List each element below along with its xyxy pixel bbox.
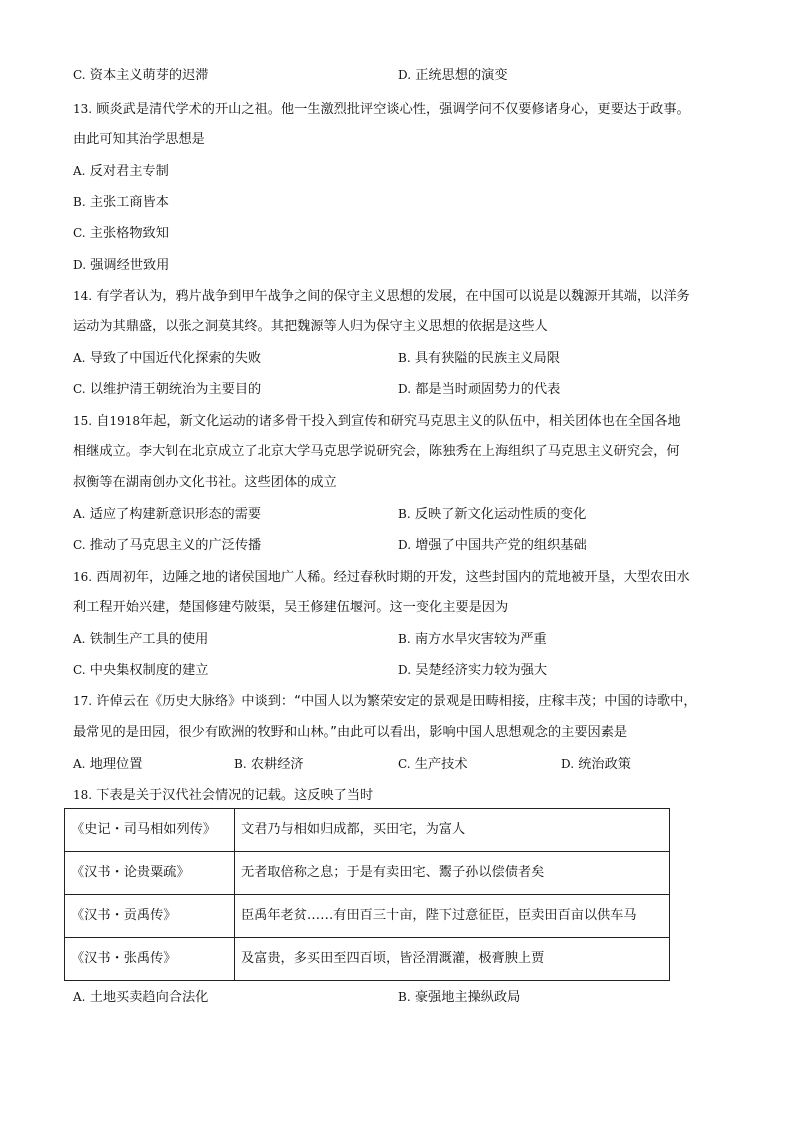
option-letter: A. bbox=[73, 632, 86, 646]
q15-stem-line2: 相继成立。李大钊在北京成立了北京大学马克思学说研究会，陈独秀在上海组织了马克思主义研究会，何 bbox=[73, 444, 680, 459]
option-letter: B. bbox=[398, 632, 411, 646]
option-letter: B. bbox=[398, 990, 411, 1004]
q16-option-d bbox=[398, 661, 547, 680]
table-row bbox=[65, 938, 670, 981]
option-letter: C. bbox=[73, 68, 86, 82]
q13-option-a bbox=[73, 162, 169, 181]
q15-option-b bbox=[398, 505, 586, 524]
option-letter: A. bbox=[73, 507, 86, 521]
q15-stem-line1 bbox=[73, 412, 681, 431]
option-letter: C. bbox=[73, 382, 86, 396]
question-stem: 西周初年，边陲之地的诸侯国地广人稀。经过春秋时期的开发，这些封国内的荒地被开垦，大型农田水 bbox=[96, 570, 690, 585]
q13-stem-line1 bbox=[73, 100, 690, 119]
option-text: 反对君主专制 bbox=[89, 164, 169, 179]
question-number: 13. bbox=[73, 102, 93, 116]
option-text: 吴楚经济实力较为强大 bbox=[415, 663, 548, 678]
q17-stem-line2: 最常见的是田园，很少有欧洲的牧野和山林。”由此可以看出，影响中国人思想观念的主要因素是 bbox=[73, 725, 628, 740]
q13-option-d bbox=[73, 256, 169, 275]
question-number: 16. bbox=[73, 570, 93, 584]
option-text: 反映了新文化运动性质的变化 bbox=[414, 507, 587, 522]
q14-stem-line1 bbox=[73, 287, 690, 306]
question-stem: 顾炎武是清代学术的开山之祖。他一生激烈批评空谈心性，强调学问不仅要修诸身心，更要达于政事。 bbox=[96, 102, 690, 117]
q14-option-b bbox=[398, 349, 560, 368]
option-text: 强调经世致用 bbox=[90, 258, 170, 273]
table-row bbox=[65, 809, 670, 852]
q14-option-a bbox=[73, 349, 261, 368]
table-cell-source: 《汉书・论贵粟疏》 bbox=[65, 852, 235, 895]
table-row bbox=[65, 852, 670, 895]
q13-option-c bbox=[73, 224, 169, 243]
option-letter: A. bbox=[73, 990, 86, 1004]
option-text: 都是当时顽固势力的代表 bbox=[415, 382, 561, 397]
table-cell-source: 《汉书・贡禹传》 bbox=[65, 895, 235, 938]
q16-stem-line2: 利工程开始兴建，楚国修建芍陂渠，吴王修建伍堰河。这一变化主要是因为 bbox=[73, 600, 509, 615]
option-letter: B. bbox=[398, 507, 411, 521]
q15-option-a bbox=[73, 505, 261, 524]
question-stem: 有学者认为，鸦片战争到甲午战争之间的保守主义思想的发展，在中国可以说是以魏源开其端，以洋务 bbox=[96, 289, 690, 304]
option-letter: D. bbox=[398, 538, 412, 552]
q12-option-c bbox=[73, 66, 208, 85]
option-text: 适应了构建新意识形态的需要 bbox=[89, 507, 262, 522]
option-letter: D. bbox=[561, 757, 575, 771]
option-letter: C. bbox=[398, 757, 411, 771]
question-stem: 年起，新文化运动的诸多骨干投入到宣传和研究马克思主义的队伍中，相关团体也在全国各地 bbox=[140, 414, 681, 429]
question-number: 18. bbox=[73, 788, 93, 802]
option-letter: C. bbox=[73, 538, 86, 552]
option-text: 土地买卖趋向合法化 bbox=[89, 990, 209, 1005]
q17-option-c bbox=[398, 755, 468, 774]
option-letter: C. bbox=[73, 663, 86, 677]
q16-stem-line1 bbox=[73, 568, 690, 587]
table-row bbox=[65, 895, 670, 938]
option-text: 以维护清王朝统治为主要目的 bbox=[89, 382, 262, 397]
question-number: 15. bbox=[73, 414, 93, 428]
option-letter: A. bbox=[73, 757, 86, 771]
table-cell-source: 《史记・司马相如列传》 bbox=[65, 809, 235, 852]
question-number: 14. bbox=[73, 289, 93, 303]
option-letter: D. bbox=[398, 68, 412, 82]
stem-year: 1918 bbox=[109, 414, 141, 428]
option-letter: D. bbox=[73, 258, 87, 272]
option-letter: B. bbox=[398, 351, 411, 365]
q18-option-b bbox=[398, 988, 520, 1007]
q15-option-c bbox=[73, 536, 261, 555]
q18-stem-line1 bbox=[73, 786, 373, 805]
option-letter: A. bbox=[73, 351, 86, 365]
q17-option-d bbox=[561, 755, 631, 774]
option-text: 生产技术 bbox=[414, 757, 468, 772]
option-text: 推动了马克思主义的广泛传播 bbox=[89, 538, 262, 553]
option-text: 豪强地主操纵政局 bbox=[414, 990, 521, 1005]
q14-option-c bbox=[73, 380, 261, 399]
q16-option-b bbox=[398, 630, 547, 649]
option-text: 主张工商皆本 bbox=[89, 195, 169, 210]
option-text: 南方水旱灾害较为严重 bbox=[414, 632, 547, 647]
table-cell-record: 文君乃与相如归成都，买田宅，为富人 bbox=[235, 809, 670, 852]
option-text: 铁制生产工具的使用 bbox=[89, 632, 209, 647]
q17-stem-line1 bbox=[73, 692, 697, 711]
q14-option-d bbox=[398, 380, 560, 399]
q17-option-a bbox=[73, 755, 142, 774]
option-letter: D. bbox=[398, 382, 412, 396]
q16-option-c bbox=[73, 661, 208, 680]
option-text: 统治政策 bbox=[578, 757, 631, 772]
q14-stem-line2: 运动为其鼎盛，以张之洞莫其终。其把魏源等人归为保守主义思想的依据是这些人 bbox=[73, 319, 548, 334]
option-letter: B. bbox=[73, 195, 86, 209]
option-text: 农耕经济 bbox=[250, 757, 304, 772]
option-text: 地理位置 bbox=[89, 757, 143, 772]
q13-option-b bbox=[73, 193, 169, 212]
q12-option-d bbox=[398, 66, 508, 85]
table-cell-record: 及富贵，多买田至四百顷，皆泾渭溉灌，极膏腴上贾 bbox=[235, 938, 670, 981]
option-letter: B. bbox=[234, 757, 247, 771]
option-text: 增强了中国共产党的组织基础 bbox=[415, 538, 587, 553]
option-text: 导致了中国近代化探索的失败 bbox=[89, 351, 262, 366]
option-text: 中央集权制度的建立 bbox=[89, 663, 209, 678]
q15-option-d bbox=[398, 536, 587, 555]
question-stem: 下表是关于汉代社会情况的记载。这反映了当时 bbox=[96, 788, 374, 803]
option-letter: C. bbox=[73, 226, 86, 240]
option-text: 资本主义萌芽的迟滞 bbox=[89, 68, 209, 83]
q17-option-b bbox=[234, 755, 304, 774]
question-stem: 自 bbox=[96, 414, 110, 429]
records-table bbox=[64, 808, 670, 981]
question-stem: 许倬云在《历史大脉络》中谈到：“中国人以为繁荣安定的景观是田畴相接，庄稼丰茂；中国的诗歌中， bbox=[96, 694, 697, 709]
table-cell-source: 《汉书・张禹传》 bbox=[65, 938, 235, 981]
q15-stem-line3: 叔衡等在湖南创办文化书社。这些团体的成立 bbox=[73, 475, 337, 490]
table-cell-record: 臣禹年老贫……有田百三十亩，陛下过意征臣，臣卖田百亩以供车马 bbox=[235, 895, 670, 938]
option-text: 主张格物致知 bbox=[89, 226, 169, 241]
q18-option-a bbox=[73, 988, 208, 1007]
table-cell-record: 无者取倍称之息；于是有卖田宅、鬻子孙以偿债者矣 bbox=[235, 852, 670, 895]
option-text: 正统思想的演变 bbox=[415, 68, 508, 83]
q13-stem-line2: 由此可知其治学思想是 bbox=[73, 132, 205, 147]
q16-option-a bbox=[73, 630, 208, 649]
option-letter: D. bbox=[398, 663, 412, 677]
option-letter: A. bbox=[73, 164, 86, 178]
question-number: 17. bbox=[73, 694, 93, 708]
option-text: 具有狭隘的民族主义局限 bbox=[414, 351, 560, 366]
